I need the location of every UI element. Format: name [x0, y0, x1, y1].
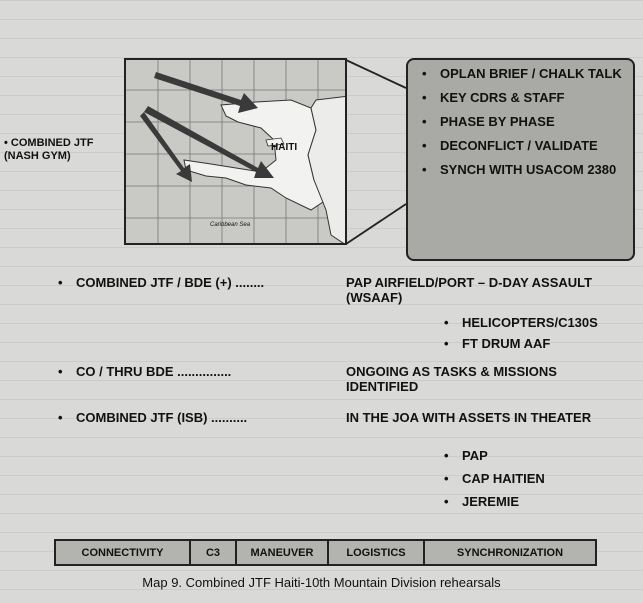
tab-synchronization: SYNCHRONIZATION	[456, 546, 564, 559]
callout-list	[408, 60, 633, 177]
bullet: •	[58, 410, 63, 425]
map-graphic	[126, 60, 347, 245]
rehearsal-callout-box	[406, 58, 635, 261]
row3-sub-3: JEREMIE	[462, 494, 520, 509]
haiti-label: HAITI	[271, 142, 298, 153]
row2-left: CO / THRU BDE ...............	[76, 364, 232, 379]
callout-item	[422, 66, 627, 81]
row1-sub-2: FT DRUM AAF	[462, 336, 551, 351]
row3-left: COMBINED JTF (ISB) ..........	[76, 410, 248, 425]
tab-connectivity: CONNECTIVITY	[56, 541, 191, 564]
row3-sub-1: PAP	[462, 448, 488, 463]
bullet: •	[422, 66, 427, 81]
callout-item-text: PHASE BY PHASE	[440, 114, 555, 129]
caribbean-sea-label: Caribbean Sea	[210, 222, 251, 228]
bullet: •	[58, 275, 63, 290]
sub-bullet: •	[444, 448, 449, 463]
tab-logistics: LOGISTICS	[329, 541, 425, 564]
callout-item-text: KEY CDRS & STAFF	[440, 90, 565, 105]
callout-item	[422, 114, 627, 129]
figure-caption: Map 9. Combined JTF Haiti-10th Mountain Division rehearsals	[142, 575, 501, 590]
callout-item	[422, 162, 627, 177]
sub-bullet: •	[444, 471, 449, 486]
row2-right: ONGOING AS TASKS & MISSIONS IDENTIFIED	[346, 364, 557, 394]
row3-sub-2: CAP HAITIEN	[462, 471, 545, 486]
combined-jtf-label	[4, 137, 93, 163]
jtf-label-line2: (NASH GYM)	[4, 150, 71, 162]
callout-connector	[340, 54, 412, 254]
bullet: •	[422, 90, 427, 105]
jtf-label-line1: • COMBINED JTF	[4, 137, 94, 149]
row1-right: PAP AIRFIELD/PORT – D-DAY ASSAULT (WSAAF)	[346, 275, 593, 305]
tab-maneuver: MANEUVER	[237, 541, 329, 564]
sub-bullet: •	[444, 494, 449, 509]
callout-item	[422, 90, 627, 105]
bullet: •	[422, 114, 427, 129]
callout-item-text: OPLAN BRIEF / CHALK TALK	[440, 66, 622, 81]
callout-item-text: SYNCH WITH USACOM 2380	[440, 162, 617, 177]
sub-bullet: •	[444, 336, 449, 351]
callout-item	[422, 138, 627, 153]
bullet: •	[422, 138, 427, 153]
sub-bullet: •	[444, 315, 449, 330]
haiti-map	[124, 58, 347, 245]
bullet: •	[58, 364, 63, 379]
row1-sub-1: HELICOPTERS/C130S	[462, 315, 598, 330]
row1-left: COMBINED JTF / BDE (+) ........	[76, 275, 265, 290]
rehearsal-areas-bar	[54, 539, 597, 566]
callout-item-text: DECONFLICT / VALIDATE	[440, 138, 598, 153]
bullet: •	[422, 162, 427, 177]
tab-c3: C3	[191, 541, 237, 564]
row3-right: IN THE JOA WITH ASSETS IN THEATER	[346, 410, 592, 425]
